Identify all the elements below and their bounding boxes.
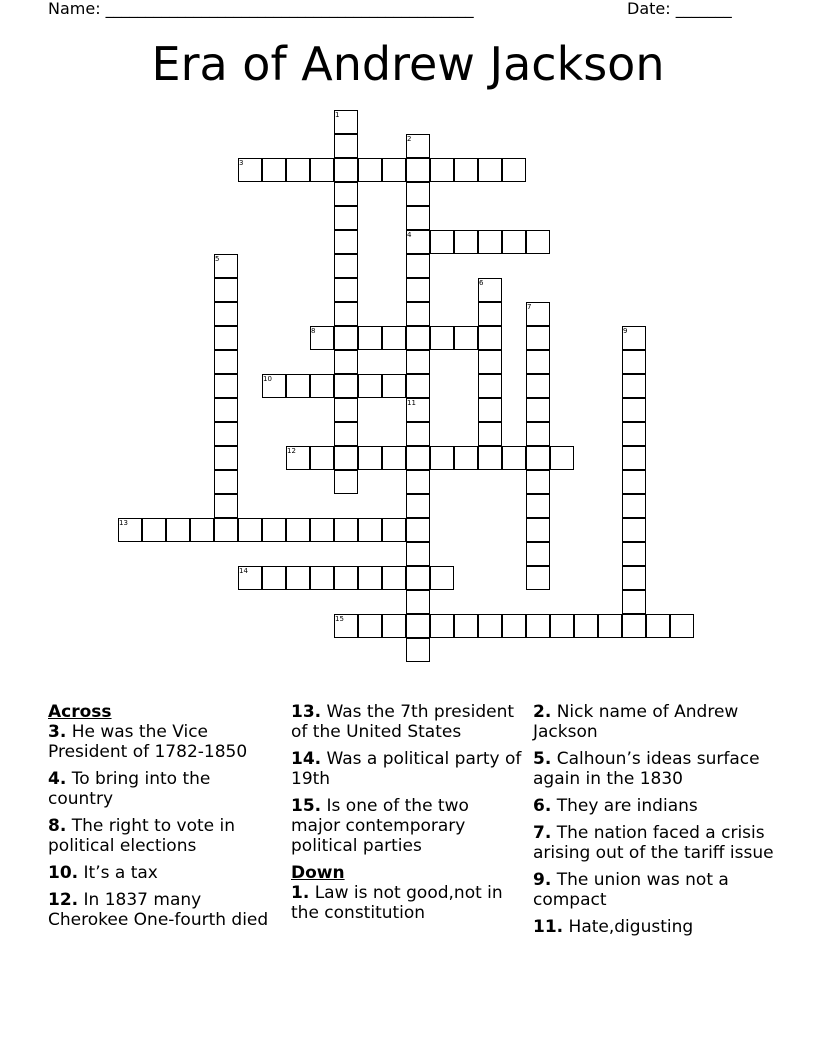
clue-text: Was the 7th president of the United States (291, 702, 515, 742)
grid-cell[interactable] (670, 614, 694, 638)
grid-cell[interactable] (406, 614, 430, 638)
grid-cell[interactable] (382, 566, 406, 590)
clue-number-label: 9 (623, 327, 628, 335)
grid-cell[interactable] (478, 374, 502, 398)
grid-cell[interactable] (622, 398, 646, 422)
grid-cell[interactable] (334, 278, 358, 302)
grid-cell[interactable] (382, 374, 406, 398)
clue-number-label: 8 (311, 327, 316, 335)
grid-cell[interactable] (526, 470, 550, 494)
grid-cell[interactable] (334, 470, 358, 494)
page-title: Era of Andrew Jackson (151, 37, 665, 91)
grid-cell[interactable] (214, 254, 238, 278)
clue-number: 7. (533, 823, 552, 843)
clue-text: Nick name of Andrew Jackson (533, 702, 739, 742)
grid-cell[interactable] (526, 566, 550, 590)
clue-number: 10. (48, 863, 79, 883)
clue-item (291, 883, 523, 923)
clue-text: In 1837 many Cherokee One-fourth died (48, 890, 269, 930)
grid-cell[interactable] (526, 350, 550, 374)
clue-item (533, 796, 783, 816)
clue-number-label: 11 (407, 399, 416, 407)
grid-cell[interactable] (406, 326, 430, 350)
grid-cell[interactable] (262, 374, 286, 398)
grid-cell[interactable] (478, 614, 502, 638)
clues-column-1 (48, 702, 278, 937)
grid-cell[interactable] (430, 614, 454, 638)
grid-cell[interactable] (430, 230, 454, 254)
clue-number-label: 1 (335, 111, 340, 119)
clue-number: 4. (48, 769, 67, 789)
grid-cell[interactable] (478, 230, 502, 254)
grid-cell[interactable] (406, 470, 430, 494)
clue-text: To bring into the country (48, 769, 211, 809)
clue-item (533, 823, 783, 863)
grid-cell[interactable] (334, 230, 358, 254)
grid-cell[interactable] (406, 206, 430, 230)
grid-cell[interactable] (310, 158, 334, 182)
grid-cell[interactable] (382, 614, 406, 638)
grid-cell[interactable] (286, 518, 310, 542)
grid-cell[interactable] (334, 254, 358, 278)
grid-cell[interactable] (526, 374, 550, 398)
clue-item (533, 917, 783, 937)
grid-cell[interactable] (214, 302, 238, 326)
grid-cell[interactable] (550, 446, 574, 470)
grid-cell[interactable] (526, 230, 550, 254)
grid-cell[interactable] (310, 374, 334, 398)
clue-number-label: 2 (407, 135, 412, 143)
grid-cell[interactable] (310, 446, 334, 470)
grid-cell[interactable] (406, 182, 430, 206)
grid-cell[interactable] (574, 614, 598, 638)
clue-number: 8. (48, 816, 67, 836)
grid-cell[interactable] (382, 446, 406, 470)
grid-cell[interactable] (334, 110, 358, 134)
grid-cell[interactable] (334, 566, 358, 590)
grid-cell[interactable] (598, 614, 622, 638)
grid-cell[interactable] (526, 398, 550, 422)
grid-cell[interactable] (526, 542, 550, 566)
grid-cell[interactable] (622, 590, 646, 614)
grid-cell[interactable] (214, 398, 238, 422)
clue-number: 11. (533, 917, 564, 937)
grid-cell[interactable] (478, 350, 502, 374)
grid-cell[interactable] (478, 278, 502, 302)
grid-cell[interactable] (166, 518, 190, 542)
grid-cell[interactable] (406, 446, 430, 470)
grid-cell[interactable] (406, 398, 430, 422)
grid-cell[interactable] (430, 326, 454, 350)
grid-cell[interactable] (238, 518, 262, 542)
clue-item (291, 702, 523, 742)
grid-cell[interactable] (118, 518, 142, 542)
grid-cell[interactable] (262, 158, 286, 182)
grid-cell[interactable] (622, 374, 646, 398)
clue-item (533, 749, 783, 789)
grid-cell[interactable] (430, 566, 454, 590)
grid-cell[interactable] (382, 326, 406, 350)
grid-cell[interactable] (526, 614, 550, 638)
clue-text: Calhoun’s ideas surface again in the 1830 (533, 749, 760, 789)
grid-cell[interactable] (406, 302, 430, 326)
grid-cell[interactable] (526, 518, 550, 542)
grid-cell[interactable] (334, 302, 358, 326)
grid-cell[interactable] (526, 494, 550, 518)
clue-number: 15. (291, 796, 322, 816)
grid-cell[interactable] (382, 518, 406, 542)
grid-cell[interactable] (622, 422, 646, 446)
grid-cell[interactable] (334, 446, 358, 470)
clue-item (48, 816, 278, 856)
clue-number: 2. (533, 702, 552, 722)
section-heading: Across (48, 702, 112, 722)
grid-cell[interactable] (526, 302, 550, 326)
grid-cell[interactable] (334, 374, 358, 398)
grid-cell[interactable] (646, 614, 670, 638)
grid-cell[interactable] (406, 134, 430, 158)
clue-text: They are indians (556, 796, 698, 816)
grid-cell[interactable] (478, 326, 502, 350)
clue-item (291, 796, 523, 856)
grid-cell[interactable] (358, 566, 382, 590)
clue-item (48, 863, 278, 883)
clue-number: 5. (533, 749, 552, 769)
grid-cell[interactable] (454, 614, 478, 638)
grid-cell[interactable] (334, 350, 358, 374)
clue-number-label: 12 (287, 447, 296, 455)
clue-number: 9. (533, 870, 552, 890)
clue-number-label: 10 (263, 375, 272, 383)
grid-cell[interactable] (622, 518, 646, 542)
grid-cell[interactable] (430, 446, 454, 470)
grid-cell[interactable] (238, 566, 262, 590)
grid-cell[interactable] (382, 158, 406, 182)
grid-cell[interactable] (454, 446, 478, 470)
grid-cell[interactable] (526, 326, 550, 350)
grid-cell[interactable] (214, 494, 238, 518)
clue-item (533, 702, 783, 742)
grid-cell[interactable] (310, 566, 334, 590)
clue-number: 3. (48, 722, 67, 742)
grid-cell[interactable] (478, 422, 502, 446)
grid-cell[interactable] (142, 518, 166, 542)
grid-cell[interactable] (622, 446, 646, 470)
grid-cell[interactable] (358, 446, 382, 470)
clue-number: 14. (291, 749, 322, 769)
grid-cell[interactable] (334, 158, 358, 182)
grid-cell[interactable] (286, 374, 310, 398)
grid-cell[interactable] (214, 446, 238, 470)
clue-item (48, 722, 278, 762)
grid-cell[interactable] (214, 374, 238, 398)
clue-number: 13. (291, 702, 322, 722)
grid-cell[interactable] (406, 374, 430, 398)
clue-text: The right to vote in political elections (48, 816, 236, 856)
clue-item (291, 749, 523, 789)
grid-cell[interactable] (622, 542, 646, 566)
grid-cell[interactable] (238, 158, 262, 182)
grid-cell[interactable] (406, 638, 430, 662)
grid-cell[interactable] (310, 326, 334, 350)
grid-cell[interactable] (406, 158, 430, 182)
grid-cell[interactable] (334, 614, 358, 638)
clue-text: Was a political party of 19th (291, 749, 522, 789)
grid-cell[interactable] (358, 374, 382, 398)
grid-cell[interactable] (478, 446, 502, 470)
grid-cell[interactable] (214, 326, 238, 350)
grid-cell[interactable] (502, 446, 526, 470)
grid-cell[interactable] (454, 230, 478, 254)
grid-cell[interactable] (214, 470, 238, 494)
grid-cell[interactable] (622, 566, 646, 590)
clue-number-label: 3 (239, 159, 244, 167)
grid-cell[interactable] (334, 398, 358, 422)
grid-cell[interactable] (358, 614, 382, 638)
grid-cell[interactable] (406, 494, 430, 518)
name-field-label: Name: ______________________________________________ (48, 0, 474, 18)
clue-number-label: 14 (239, 567, 248, 575)
clue-text: Is one of the two major contemporary political parties (291, 796, 469, 856)
section-heading: Down (291, 863, 345, 883)
clue-number: 12. (48, 890, 79, 910)
clue-item (48, 769, 278, 809)
grid-cell[interactable] (406, 542, 430, 566)
grid-cell[interactable] (478, 158, 502, 182)
grid-cell[interactable] (286, 446, 310, 470)
grid-cell[interactable] (454, 158, 478, 182)
grid-cell[interactable] (406, 230, 430, 254)
grid-cell[interactable] (526, 422, 550, 446)
grid-cell[interactable] (502, 158, 526, 182)
grid-cell[interactable] (334, 206, 358, 230)
clue-number-label: 13 (119, 519, 128, 527)
grid-cell[interactable] (262, 518, 286, 542)
grid-cell[interactable] (454, 326, 478, 350)
clue-number-label: 7 (527, 303, 532, 311)
grid-cell[interactable] (190, 518, 214, 542)
grid-cell[interactable] (262, 566, 286, 590)
grid-cell[interactable] (406, 422, 430, 446)
clues-column-2 (291, 702, 523, 930)
grid-cell[interactable] (622, 614, 646, 638)
grid-cell[interactable] (406, 590, 430, 614)
clues-column-3 (533, 702, 783, 944)
grid-cell[interactable] (286, 158, 310, 182)
grid-cell[interactable] (478, 302, 502, 326)
clue-text: Hate,digusting (568, 917, 694, 937)
grid-cell[interactable] (286, 566, 310, 590)
grid-cell[interactable] (430, 158, 454, 182)
grid-cell[interactable] (622, 326, 646, 350)
grid-cell[interactable] (310, 518, 334, 542)
clue-text: He was the Vice President of 1782-1850 (48, 722, 248, 762)
grid-cell[interactable] (406, 350, 430, 374)
grid-cell[interactable] (550, 614, 574, 638)
grid-cell[interactable] (358, 518, 382, 542)
clue-number: 6. (533, 796, 552, 816)
grid-cell[interactable] (622, 350, 646, 374)
grid-cell[interactable] (622, 494, 646, 518)
clue-text: The union was not a compact (533, 870, 729, 910)
grid-cell[interactable] (334, 422, 358, 446)
grid-cell[interactable] (406, 566, 430, 590)
grid-cell[interactable] (502, 230, 526, 254)
grid-cell[interactable] (406, 278, 430, 302)
grid-cell[interactable] (478, 398, 502, 422)
grid-cell[interactable] (214, 278, 238, 302)
grid-cell[interactable] (334, 134, 358, 158)
grid-cell[interactable] (406, 254, 430, 278)
clue-text: It’s a tax (83, 863, 158, 883)
clue-text: The nation faced a crisis arising out of the tariff issue (533, 823, 774, 863)
grid-cell[interactable] (406, 518, 430, 542)
grid-cell[interactable] (214, 422, 238, 446)
grid-cell[interactable] (334, 182, 358, 206)
clue-item (533, 870, 783, 910)
clue-number-label: 4 (407, 231, 412, 239)
grid-cell[interactable] (502, 614, 526, 638)
date-field-label: Date: _______ (627, 0, 732, 18)
grid-cell[interactable] (622, 470, 646, 494)
grid-cell[interactable] (214, 518, 238, 542)
grid-cell[interactable] (334, 518, 358, 542)
clue-text: Law is not good,not in the constitution (291, 883, 503, 923)
clue-item (48, 890, 278, 930)
grid-cell[interactable] (526, 446, 550, 470)
grid-cell[interactable] (214, 350, 238, 374)
clue-number: 1. (291, 883, 310, 903)
clue-number-label: 6 (479, 279, 484, 287)
grid-cell[interactable] (334, 326, 358, 350)
clue-number-label: 5 (215, 255, 220, 263)
grid-cell[interactable] (358, 326, 382, 350)
clue-number-label: 15 (335, 615, 344, 623)
grid-cell[interactable] (358, 158, 382, 182)
